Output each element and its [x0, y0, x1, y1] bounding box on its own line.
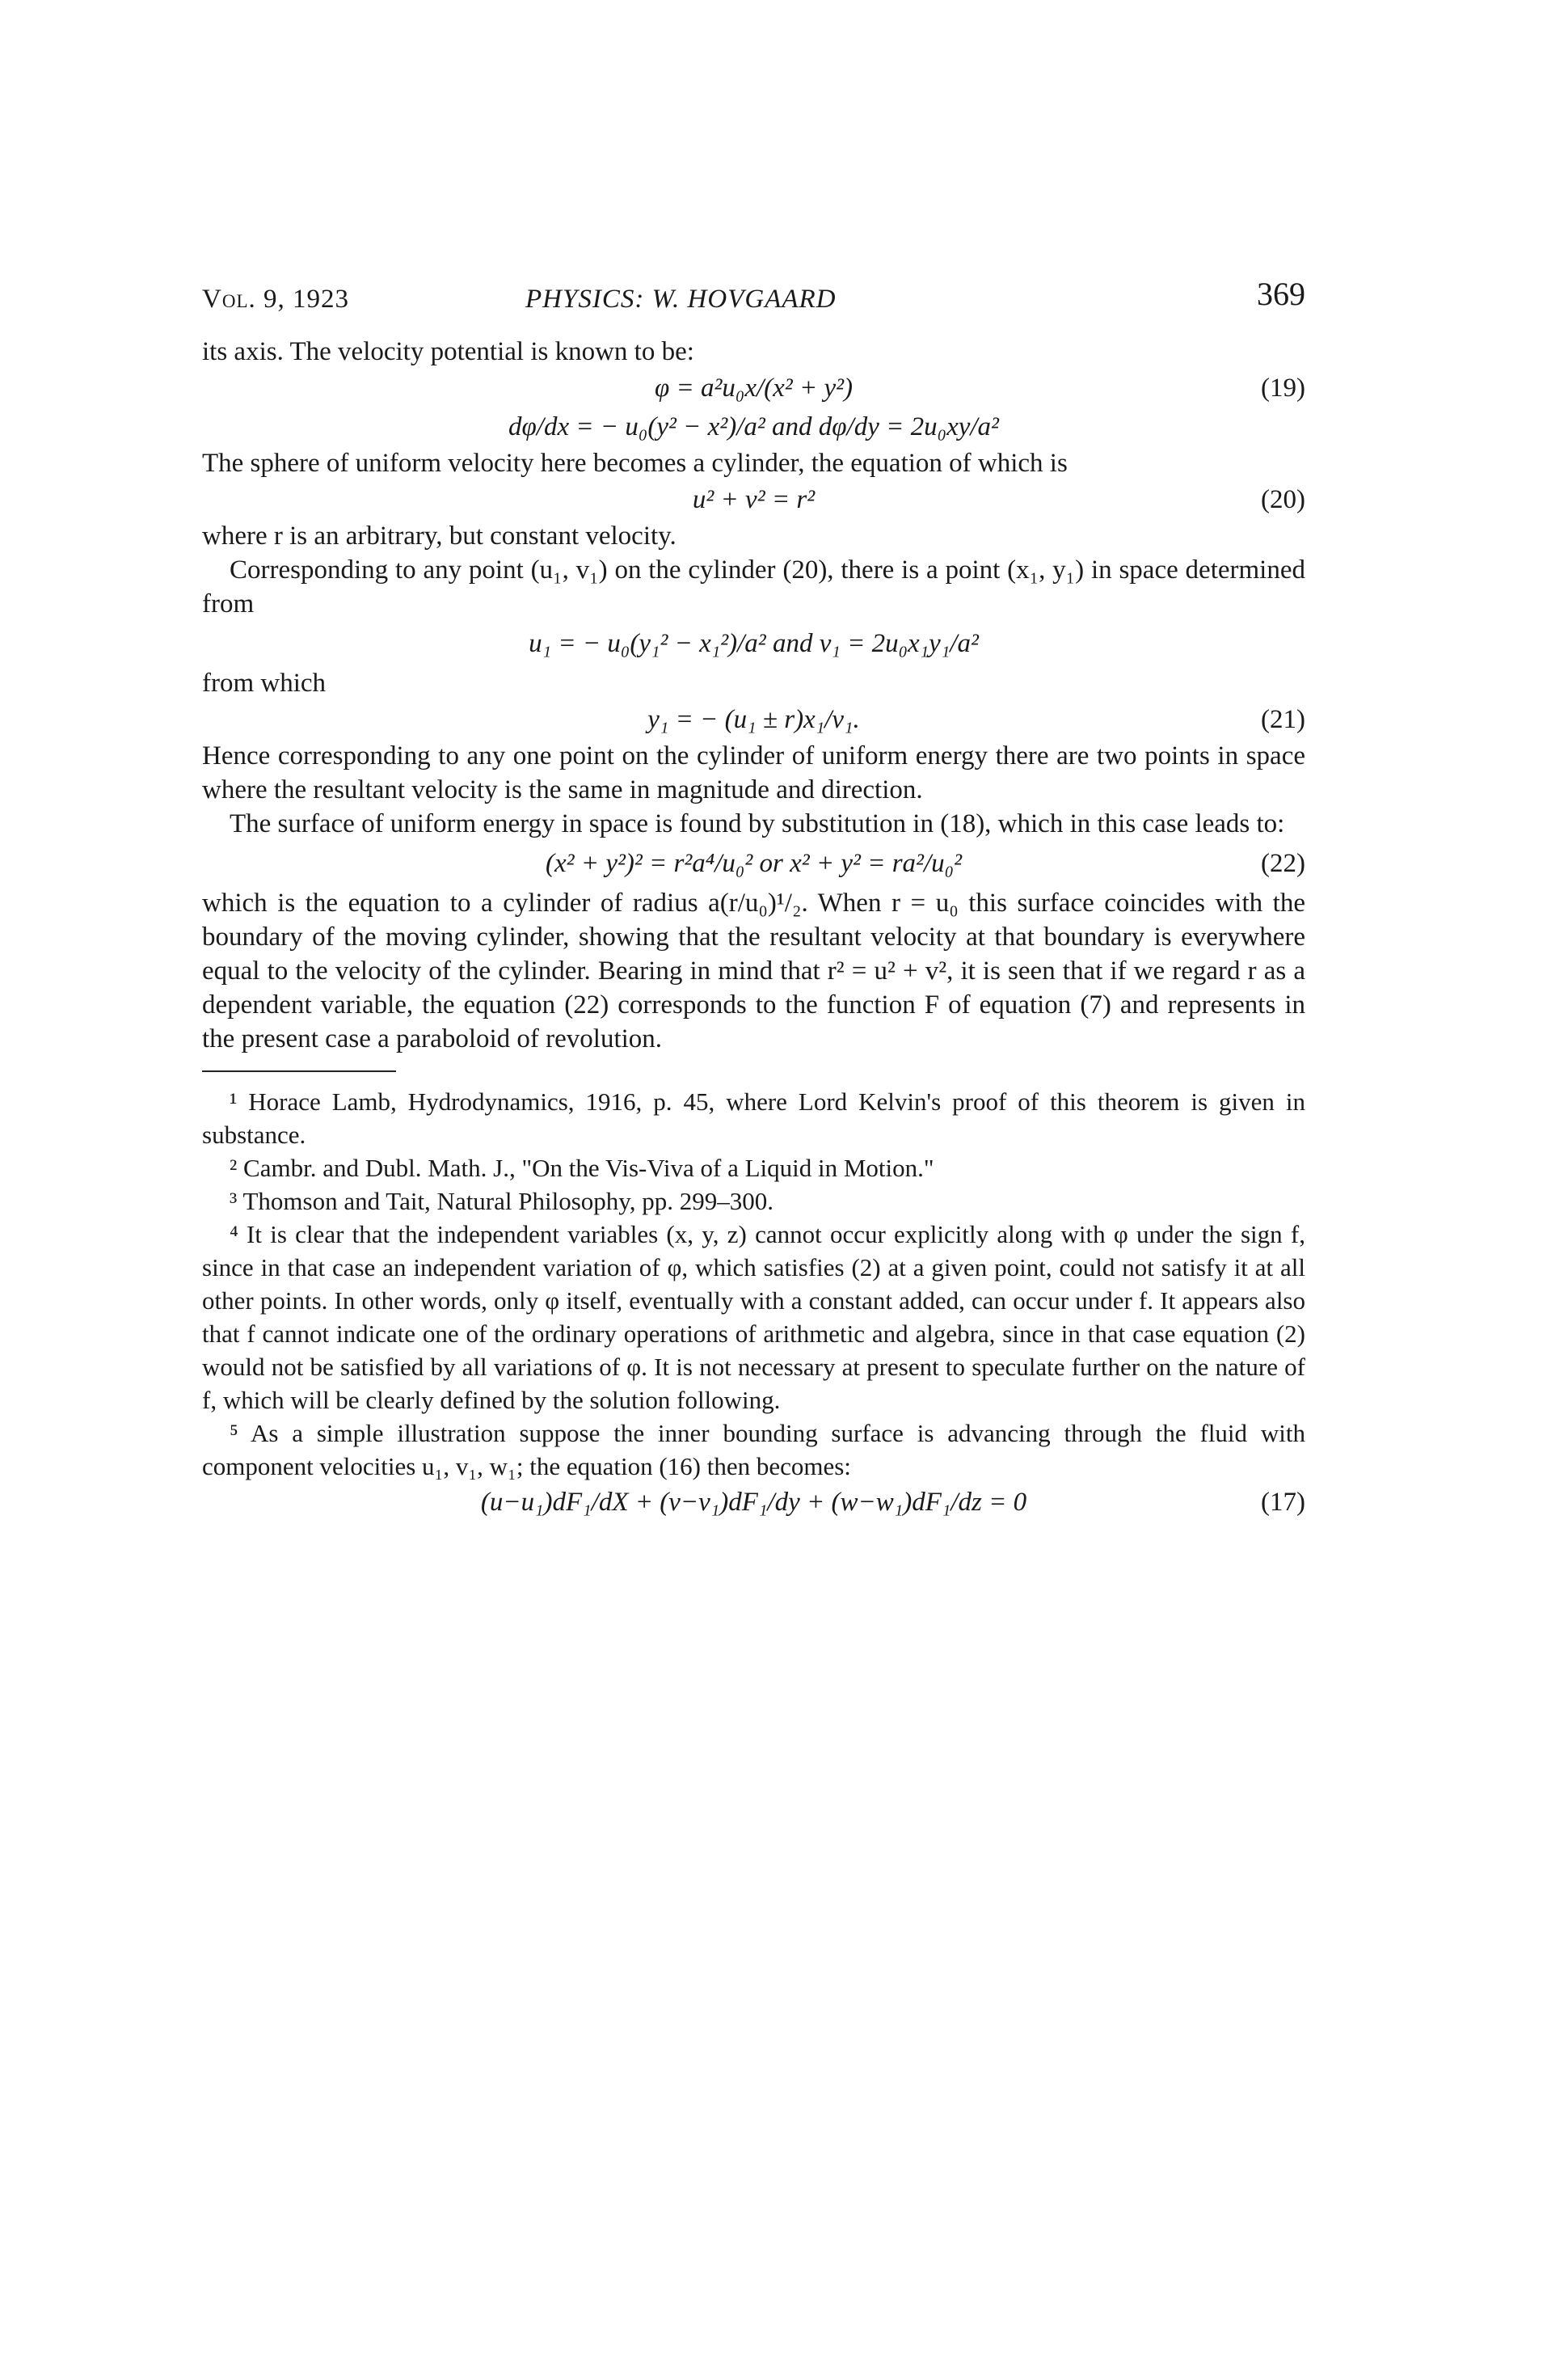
footnote-5: ⁵ As a simple illustration suppose the inner bounding surface is advancing through the fluid with component velocities u₁, v₁, w₁; the equation (16) then becomes:: [202, 1419, 1305, 1480]
equation-expression: dφ/dx = − u₀(y² − x²)/a² and dφ/dy = 2u₀xy/a²: [508, 412, 999, 441]
running-title: PHYSICS: W. HOVGAARD: [525, 285, 837, 314]
footnote-1: ¹ Horace Lamb, Hydrodynamics, 1916, p. 45, where Lord Kelvin's proof of this theorem is given in substance.: [202, 1087, 1305, 1149]
volume-label: Vol. 9, 1923: [202, 285, 349, 314]
paragraph: Corresponding to any point (u₁, v₁) on the cylinder (20), there is a point (x₁, y₁) in space determined from: [202, 555, 1305, 619]
equation-expression: φ = a²u₀x/(x² + y²): [654, 374, 854, 403]
equation-expression: (u−u₁)dF₁/dX + (v−v₁)dF₁/dy + (w−w₁)dF₁/dz = 0: [480, 1488, 1027, 1517]
paragraph: where r is an arbitrary, but constant velocity.: [202, 521, 677, 551]
equation-17: [202, 1483, 1305, 1522]
journal-page: [202, 275, 1305, 1522]
equation-21: [202, 700, 1305, 739]
equation-number: (20): [1261, 485, 1305, 514]
equation-number: (21): [1261, 705, 1305, 734]
paragraph: The sphere of uniform velocity here becomes a cylinder, the equation of which is: [202, 449, 1068, 478]
equation-number: (19): [1261, 374, 1305, 403]
paragraph: its axis. The velocity potential is known to be:: [202, 337, 694, 366]
equation-expression: (x² + y²)² = r²a⁴/u₀² or x² + y² = ra²/u₀²: [546, 849, 962, 878]
equation-expression: y₁ = − (u₁ ± r)x₁/v₁.: [647, 705, 860, 734]
equation-22: [202, 841, 1305, 886]
equation-expression: u₁ = − u₀(y₁² − x₁²)/a² and v₁ = 2u₀x₁y₁/a²: [529, 629, 979, 658]
paragraph: Hence corresponding to any one point on the cylinder of uniform energy there are two points in space where the resultant velocity is the same in magnitude and direction.: [202, 741, 1305, 804]
running-header: [202, 275, 1305, 323]
equation-19b: [202, 407, 1305, 446]
footnote-3: ³ Thomson and Tait, Natural Philosophy, pp. 299–300.: [230, 1187, 774, 1215]
paragraph: The surface of uniform energy in space is found by substitution in (18), which in this case leads to:: [230, 809, 1285, 838]
equation-number: (22): [1261, 849, 1305, 878]
footnote-4: ⁴ It is clear that the independent variables (x, y, z) cannot occur explicitly along with φ under the sign f, since in that case an independent variation of φ, which satisfies (2) at a given point, could not satisfy it at all other points. In other words, only φ itself, eventually with a constant added, can occur under f. It appears also that f cannot indicate one of the ordinary operations of arithmetic and algebra, since in that case equation (2) would not be satisfied by all variations of φ. It is not necessary at present to speculate further on the nature of f, which will be clearly defined by the solution following.: [202, 1220, 1305, 1414]
main-text: [202, 335, 1305, 1056]
equation-20: [202, 480, 1305, 519]
equation-expression: u² + v² = r²: [692, 485, 816, 514]
equation-19: [202, 369, 1305, 407]
paragraph: from which: [202, 669, 327, 698]
equation-u1: [202, 621, 1305, 666]
equation-number: (17): [1261, 1488, 1305, 1517]
footnote-rule: [202, 1070, 396, 1072]
footnote-2: ² Cambr. and Dubl. Math. J., "On the Vis-Viva of a Liquid in Motion.": [230, 1154, 934, 1182]
page-number: 369: [1257, 276, 1305, 312]
footnotes: [202, 1085, 1305, 1522]
paragraph: which is the equation to a cylinder of radius a(r/u₀)¹/₂. When r = u₀ this surface coincides with the boundary of the moving cylinder, showing that the resultant velocity at that boundary is everywhere equal to the velocity of the cylinder. Bearing in mind that r² = u² + v², it is seen that if we regard r as a dependent variable, the equation (22) corresponds to the function F of equation (7) and represents in the present case a paraboloid of revolution.: [202, 889, 1305, 1053]
